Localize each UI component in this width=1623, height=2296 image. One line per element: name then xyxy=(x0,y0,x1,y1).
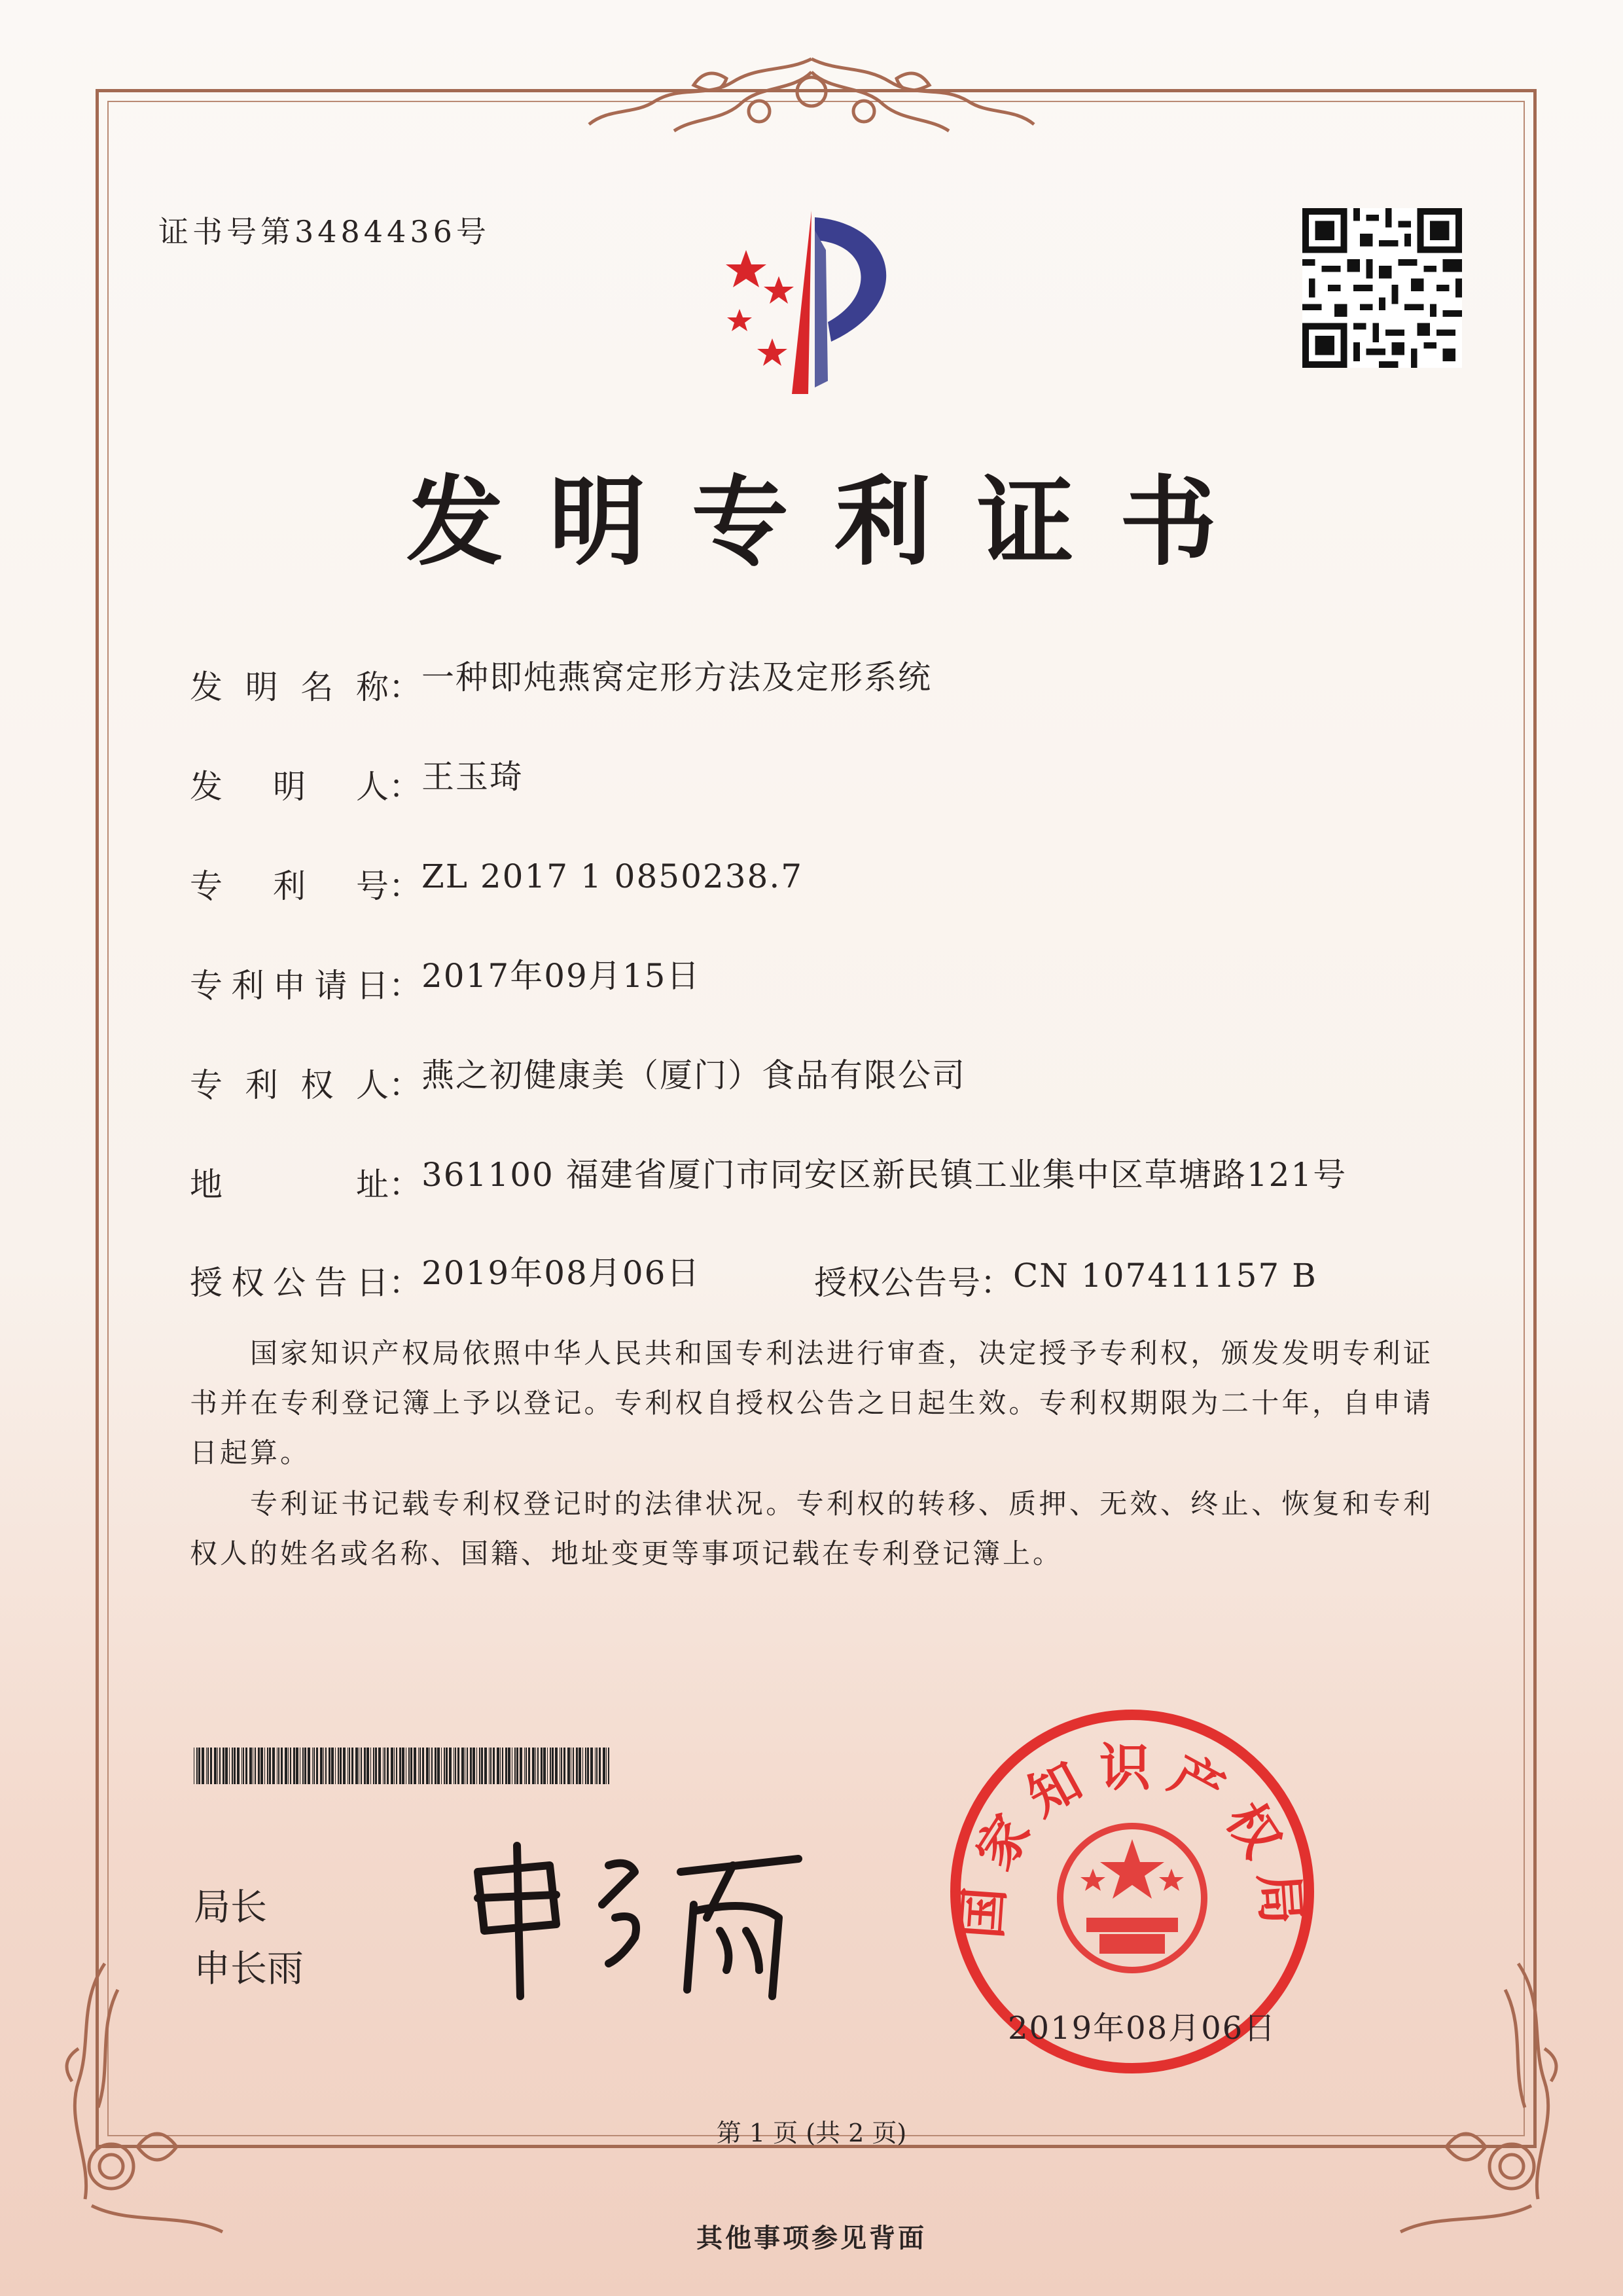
barcode-bar xyxy=(520,1748,522,1784)
barcode-bar xyxy=(302,1748,304,1784)
barcode-bar xyxy=(373,1748,374,1784)
barcode-bar xyxy=(408,1748,410,1784)
barcode-bar xyxy=(264,1748,265,1784)
barcode-bar xyxy=(410,1748,412,1784)
barcode-bar xyxy=(419,1748,421,1784)
qr-code xyxy=(1302,208,1462,368)
invention-name-value: 一种即炖燕窝定形方法及定形系统 xyxy=(421,658,932,696)
barcode-bar xyxy=(269,1748,271,1784)
director-name: 申长雨 xyxy=(194,1948,304,1990)
barcode-bar xyxy=(206,1748,207,1784)
filing-date-label: 专 利 申 请 日： xyxy=(190,967,421,1005)
barcode-bar xyxy=(526,1748,527,1784)
barcode-bar xyxy=(293,1748,295,1784)
barcode-bar xyxy=(267,1748,268,1784)
barcode-bar xyxy=(225,1748,228,1784)
barcode-bar xyxy=(490,1748,491,1784)
patentee-value: 燕之初健康美（厦门）食品有限公司 xyxy=(421,1056,966,1094)
barcode-bar xyxy=(444,1748,445,1784)
barcode-bar xyxy=(343,1748,346,1784)
barcode-bar xyxy=(391,1748,393,1784)
barcode-bar xyxy=(323,1748,324,1784)
barcode-bar xyxy=(579,1748,581,1784)
barcode-bar xyxy=(375,1748,377,1784)
director-signature xyxy=(458,1826,825,2022)
barcode-bar xyxy=(229,1748,230,1784)
barcode-bar xyxy=(587,1748,589,1784)
barcode-bar xyxy=(384,1748,385,1784)
barcode-bar xyxy=(308,1748,310,1784)
barcode-bar xyxy=(470,1748,472,1784)
seal-date: 2019年08月06日 xyxy=(1008,2010,1277,2047)
barcode-bar xyxy=(573,1748,574,1784)
barcode-bar xyxy=(378,1748,381,1784)
barcode-bar xyxy=(399,1748,401,1784)
patent-number-label: 专 利 号： xyxy=(190,867,421,905)
barcode-bar xyxy=(603,1748,605,1784)
barcode-bar xyxy=(290,1748,291,1784)
barcode-bar xyxy=(461,1748,464,1784)
grant-number-label: 授 权 公 告 号： xyxy=(814,1264,1013,1302)
barcode-bar xyxy=(543,1748,546,1784)
barcode-bar xyxy=(255,1748,256,1784)
barcode-bar xyxy=(547,1748,548,1784)
barcode-bar xyxy=(514,1748,516,1784)
grant-number-value: CN 107411157 B xyxy=(1013,1257,1317,1295)
footer-note: 其他事项参见背面 xyxy=(696,2223,927,2253)
barcode-bar xyxy=(467,1748,468,1784)
barcode-bar xyxy=(296,1748,298,1784)
barcode-bar xyxy=(449,1748,452,1784)
barcode-bar xyxy=(243,1748,244,1784)
barcode-bar xyxy=(555,1748,558,1784)
certificate-title: 发明专利证书 xyxy=(406,466,1262,579)
barcode-bar xyxy=(441,1748,442,1784)
barcode-bar xyxy=(508,1748,510,1784)
barcode-bar xyxy=(414,1748,416,1784)
barcode-bar xyxy=(196,1748,198,1784)
barcode-bar xyxy=(351,1748,353,1784)
bottom-right-ornament xyxy=(1335,1950,1571,2251)
grant-date-label: 授 权 公 告 日： xyxy=(190,1264,421,1302)
barcode-bar xyxy=(198,1748,200,1784)
grant-number-row xyxy=(814,1257,1317,1304)
barcode-bar xyxy=(331,1748,334,1784)
barcode-bar xyxy=(320,1748,323,1784)
filing-date-row xyxy=(190,957,701,1007)
barcode-bar xyxy=(476,1748,477,1784)
barcode-bar xyxy=(516,1748,518,1784)
barcode-bar xyxy=(481,1748,483,1784)
barcode-bar xyxy=(245,1748,247,1784)
barcode-bar xyxy=(505,1748,507,1784)
barcode-bar xyxy=(278,1748,279,1784)
director-title: 局长 xyxy=(194,1886,267,1929)
barcode-bar xyxy=(446,1748,448,1784)
barcode-bar xyxy=(599,1748,601,1784)
barcode-bar xyxy=(585,1748,586,1784)
patent-number-value: ZL 2017 1 0850238.7 xyxy=(421,857,804,895)
barcode-bar xyxy=(606,1748,607,1784)
barcode-bar xyxy=(550,1748,551,1784)
barcode-bar xyxy=(537,1748,539,1784)
barcode-bar xyxy=(349,1748,350,1784)
barcode-bar xyxy=(567,1748,570,1784)
barcode-bar xyxy=(207,1748,209,1784)
barcode-bar xyxy=(457,1748,459,1784)
inventor-value: 王玉琦 xyxy=(421,758,524,796)
page-indicator: 第 1 页 (共 2 页) xyxy=(716,2119,907,2147)
barcode-bar xyxy=(361,1748,362,1784)
barcode-bar xyxy=(210,1748,212,1784)
address-label: 地 址： xyxy=(190,1166,421,1204)
barcode-bar xyxy=(217,1748,218,1784)
barcode-bar xyxy=(202,1748,204,1784)
barcode-bar xyxy=(285,1748,287,1784)
body-paragraph-1: 国家知识产权局依照中华人民共和国专利法进行审查，决定授予专利权，颁发发明专利证书并在专利登记簿上予以登记。专利权自授权公告之日起生效。专利权期限为二十年，自申请日起算。 xyxy=(190,1337,1433,1469)
patent-office-logo xyxy=(681,204,942,401)
barcode-bar xyxy=(455,1748,456,1784)
barcode-bar xyxy=(394,1748,395,1784)
barcode-bar xyxy=(541,1748,543,1784)
barcode-bar xyxy=(313,1748,315,1784)
barcode-bar xyxy=(288,1748,289,1784)
barcode-bar xyxy=(329,1748,330,1784)
patent-number-row xyxy=(190,857,804,907)
inventor-label: 发 明 人： xyxy=(190,768,421,806)
barcode-bar xyxy=(237,1748,240,1784)
invention-name-label: 发 明 名 称： xyxy=(190,668,421,706)
barcode-bar xyxy=(532,1748,535,1784)
barcode-bar xyxy=(223,1748,224,1784)
barcode-bar xyxy=(528,1748,530,1784)
body-paragraph-2: 专利证书记载专利权登记时的法律状况。专利权的转移、质押、无效、终止、恢复和专利权人的姓名或名称、国籍、地址变更等事项记载在专利登记簿上。 xyxy=(190,1488,1433,1570)
barcode-bar xyxy=(370,1748,371,1784)
barcode-bar xyxy=(493,1748,495,1784)
barcode-bar xyxy=(355,1748,358,1784)
barcode-bar xyxy=(608,1748,609,1784)
address-row xyxy=(190,1158,1403,1206)
barcode-bar xyxy=(340,1748,342,1784)
barcode-bar xyxy=(561,1748,562,1784)
barcode-bar xyxy=(431,1748,433,1784)
barcode-bar xyxy=(552,1748,554,1784)
barcode-bar xyxy=(479,1748,480,1784)
barcode-bar xyxy=(366,1748,369,1784)
barcode-bar xyxy=(435,1748,437,1784)
address-value: 361100 福建省厦门市同安区新民镇工业集中区草塘路121号 xyxy=(421,1156,1347,1194)
grant-date-value: 2019年08月06日 xyxy=(421,1254,701,1292)
grant-date-row xyxy=(190,1254,701,1304)
barcode-bar xyxy=(484,1748,487,1784)
filing-date-value: 2017年09月15日 xyxy=(421,957,701,995)
barcode-bar xyxy=(312,1748,313,1784)
barcode-bar xyxy=(402,1748,404,1784)
barcode-bar xyxy=(422,1748,424,1784)
barcode xyxy=(194,1748,613,1784)
bottom-left-ornament xyxy=(52,1950,288,2251)
barcode-bar xyxy=(219,1748,221,1784)
barcode-bar xyxy=(590,1748,593,1784)
barcode-bar xyxy=(576,1748,578,1784)
certificate-number: 证书号第3484436号 xyxy=(158,214,490,249)
barcode-bar xyxy=(524,1748,525,1784)
barcode-bar xyxy=(396,1748,397,1784)
inventor-row xyxy=(190,758,524,808)
invention-name-row xyxy=(190,658,932,708)
barcode-bar xyxy=(563,1748,565,1784)
barcode-bar xyxy=(304,1748,306,1784)
barcode-bar xyxy=(426,1748,429,1784)
barcode-bar xyxy=(473,1748,475,1784)
barcode-bar xyxy=(258,1748,260,1784)
barcode-bar xyxy=(437,1748,440,1784)
patentee-label: 专 利 权 人： xyxy=(190,1066,421,1104)
barcode-bar xyxy=(281,1748,283,1784)
patentee-row xyxy=(190,1056,966,1106)
barcode-bar xyxy=(364,1748,366,1784)
barcode-bar xyxy=(241,1748,242,1784)
barcode-bar xyxy=(387,1748,389,1784)
barcode-bar xyxy=(502,1748,503,1784)
barcode-bar xyxy=(338,1748,339,1784)
barcode-bar xyxy=(316,1748,318,1784)
barcode-bar xyxy=(500,1748,501,1784)
top-ornament xyxy=(563,46,1060,144)
barcode-bar xyxy=(234,1748,236,1784)
barcode-bar xyxy=(596,1748,597,1784)
barcode-bar xyxy=(232,1748,233,1784)
barcode-bar xyxy=(260,1748,263,1784)
barcode-bar xyxy=(582,1748,583,1784)
seal-text: 国家知识产权局 xyxy=(953,1738,1311,1941)
barcode-bar xyxy=(325,1748,327,1784)
barcode-bar xyxy=(429,1748,430,1784)
barcode-bar xyxy=(249,1748,252,1784)
barcode-bar xyxy=(335,1748,336,1784)
barcode-bar xyxy=(272,1748,275,1784)
barcode-bar xyxy=(595,1748,596,1784)
barcode-bar xyxy=(497,1748,499,1784)
barcode-bar xyxy=(214,1748,217,1784)
barcode-bar xyxy=(418,1748,419,1784)
barcode-bar xyxy=(535,1748,536,1784)
barcode-bar xyxy=(489,1748,490,1784)
